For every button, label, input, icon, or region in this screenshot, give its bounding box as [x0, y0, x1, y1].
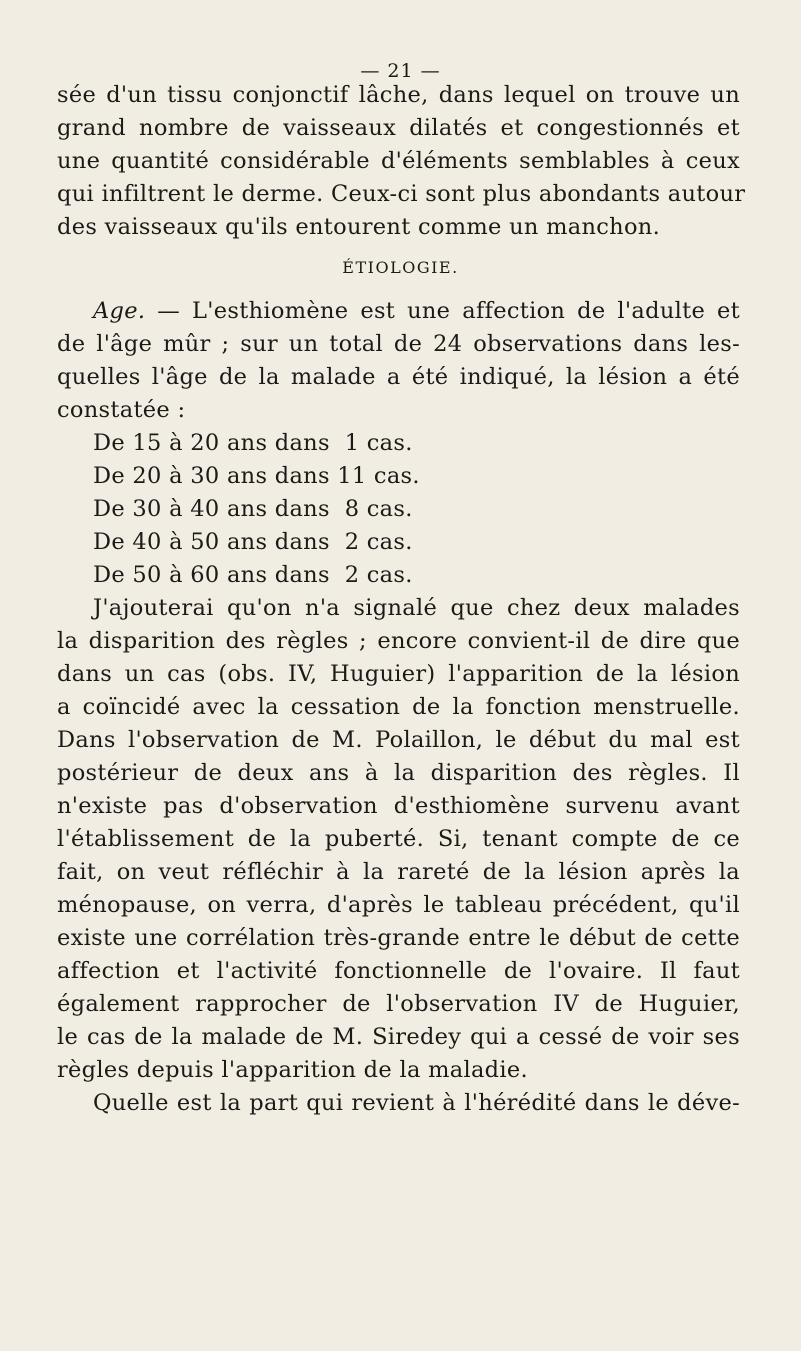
text-line: Quelle est la part qui revient à l'hérédité dans le déve- [93, 1090, 740, 1116]
text-line: une quantité considérable d'éléments semblables à ceux [57, 148, 740, 174]
text-line: quelles l'âge de la malade a été indiqué, la lésion a été [57, 364, 740, 390]
text-line: l'établissement de la puberté. Si, tenant compte de ce [57, 826, 740, 852]
page-number: — 21 — [360, 60, 441, 82]
age-table-row: De 50 à 60 ans dans 2 cas. [93, 562, 413, 588]
text-line: la disparition des règles ; encore convient-il de dire que [57, 628, 740, 654]
text-line: ménopause, on verra, d'après le tableau précédent, qu'il [57, 892, 740, 918]
text-line [93, 296, 740, 326]
text-line: n'existe pas d'observation d'esthiomène survenu avant [57, 793, 740, 819]
text-line: sée d'un tissu conjonctif lâche, dans lequel on trouve un [57, 82, 740, 108]
text-line: affection et l'activité fonctionnelle de l'ovaire. Il faut [57, 958, 740, 984]
age-table-row: De 40 à 50 ans dans 2 cas. [93, 529, 413, 555]
text-line: J'ajouterai qu'on n'a signalé que chez deux malades [93, 595, 740, 621]
text-line: existe une corrélation très-grande entre le début de cette [57, 925, 740, 951]
text-span: — L'esthiomène est une affection de l'adulte et [145, 298, 740, 324]
italic-lead: Age. [93, 298, 146, 324]
age-table-row: De 15 à 20 ans dans 1 cas. [93, 430, 413, 456]
text-line: qui infiltrent le derme. Ceux-ci sont plus abondants autour [57, 181, 746, 207]
section-heading: ÉTIOLOGIE. [342, 258, 459, 277]
text-line: postérieur de deux ans à la disparition des règles. Il [57, 760, 740, 786]
age-table-row: De 20 à 30 ans dans 11 cas. [93, 463, 420, 489]
text-line: des vaisseaux qu'ils entourent comme un manchon. [57, 214, 661, 240]
text-line: le cas de la malade de M. Siredey qui a cessé de voir ses [57, 1024, 740, 1050]
text-line: grand nombre de vaisseaux dilatés et congestionnés et [57, 115, 740, 141]
age-table-row: De 30 à 40 ans dans 8 cas. [93, 496, 413, 522]
text-line: constatée : [57, 397, 186, 423]
text-line: a coïncidé avec la cessation de la fonction menstruelle. [57, 694, 740, 720]
text-line: règles depuis l'apparition de la maladie. [57, 1057, 528, 1083]
text-line: également rapprocher de l'observation IV de Huguier, [57, 991, 740, 1017]
text-line: de l'âge mûr ; sur un total de 24 observations dans les- [57, 331, 740, 357]
text-line: dans un cas (obs. IV, Huguier) l'apparition de la lésion [57, 661, 740, 687]
text-line: fait, on veut réfléchir à la rareté de la lésion après la [57, 859, 740, 885]
text-line: Dans l'observation de M. Polaillon, le début du mal est [57, 727, 740, 753]
